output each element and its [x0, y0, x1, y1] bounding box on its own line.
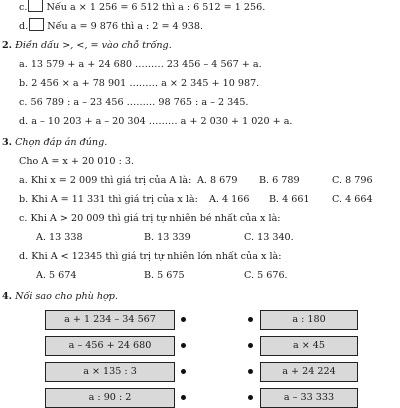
match-left-4[interactable]: a : 90 : 2	[45, 388, 175, 408]
q3b-option-a[interactable]: A. 4 166	[209, 194, 250, 205]
match-dot-left-4[interactable]	[181, 395, 186, 400]
q2-line-a: a. 13 579 + a + 24 680 ……… 23 456 – 4 567 + a.	[19, 59, 262, 70]
q2-line-b: b. 2 456 × a + 78 901 ……… a × 2 345 + 10 987.	[19, 78, 260, 89]
q4-number: 4.	[2, 291, 13, 302]
q2-title: Điền dấu >, <, = vào chỗ trống.	[15, 40, 172, 51]
match-left-2[interactable]: a – 456 + 24 680	[45, 336, 175, 356]
item-c-text: Nếu a × 1 256 = 6 512 thì a : 6 512 = 1 256.	[46, 2, 266, 13]
match-left-1[interactable]: a + 1 234 – 34 567	[45, 310, 175, 330]
q3c-question: c. Khi A > 20 009 thì giá trị tự nhiên bé nhất của x là:	[19, 213, 281, 224]
match-dot-left-2[interactable]	[181, 343, 186, 348]
q3c-option-c[interactable]: C. 13 340.	[244, 232, 294, 243]
q3a-option-b[interactable]: B. 6 789	[259, 175, 300, 186]
match-dot-right-3[interactable]	[248, 369, 253, 374]
match-dot-left-3[interactable]	[181, 369, 186, 374]
q3a-option-a[interactable]: A. 8 679	[197, 175, 238, 186]
q3-given: Cho A = x + 20 010 : 3.	[19, 156, 135, 167]
match-dot-right-1[interactable]	[248, 317, 253, 322]
match-dot-left-1[interactable]	[181, 317, 186, 322]
q3b-option-b[interactable]: B. 4 661	[269, 194, 310, 205]
match-right-1[interactable]: a : 180	[260, 310, 358, 330]
q3d-option-b[interactable]: B. 5 675	[144, 270, 185, 281]
item-c-letter: c.	[19, 2, 28, 13]
item-c	[19, 0, 265, 14]
q2-line-d: d. a – 10 203 + a – 20 304 ……… a + 2 030 + 1 020 + a.	[19, 116, 293, 127]
q2-heading	[2, 40, 172, 52]
q3b-question: b. Khi A = 11 331 thì giá trị của x là:	[19, 194, 198, 205]
answer-box-c[interactable]	[28, 0, 43, 12]
q4-title: Nối sao cho phù hợp.	[15, 291, 119, 302]
q3b-option-c[interactable]: C. 4 664	[332, 194, 373, 205]
match-left-3[interactable]: a × 135 : 3	[45, 362, 175, 382]
match-right-2[interactable]: a × 45	[260, 336, 358, 356]
answer-box-d[interactable]	[29, 18, 44, 31]
q3-title: Chọn đáp án đúng.	[15, 137, 108, 148]
q2-line-c: c. 56 789 : a – 23 456 ……… 98 765 : a – 2 345.	[19, 97, 249, 108]
q3d-question: d. Khi A < 12345 thì giá trị tự nhiên lớn nhất của x là:	[19, 251, 282, 262]
item-d-text: Nếu a = 9 876 thì a : 2 = 4 938.	[47, 21, 204, 32]
q4-heading	[2, 291, 118, 303]
q3d-option-c[interactable]: C. 5 676.	[244, 270, 288, 281]
item-d-letter: d.	[19, 21, 29, 32]
match-dot-right-4[interactable]	[248, 395, 253, 400]
match-right-4[interactable]: a – 33 333	[260, 388, 358, 408]
q3-number: 3.	[2, 137, 13, 148]
q3c-option-b[interactable]: B. 13 339	[144, 232, 191, 243]
q3d-option-a[interactable]: A. 5 674	[36, 270, 77, 281]
item-d	[19, 18, 203, 33]
q3a-option-c[interactable]: C. 8 796	[332, 175, 373, 186]
match-right-3[interactable]: a + 24 224	[260, 362, 358, 382]
q2-number: 2.	[2, 40, 13, 51]
match-dot-right-2[interactable]	[248, 343, 253, 348]
q3a-question: a. Khi x = 2 009 thì giá trị của A là:	[19, 175, 192, 186]
q3c-option-a[interactable]: A. 13 338	[36, 232, 83, 243]
q3-heading	[2, 137, 107, 149]
